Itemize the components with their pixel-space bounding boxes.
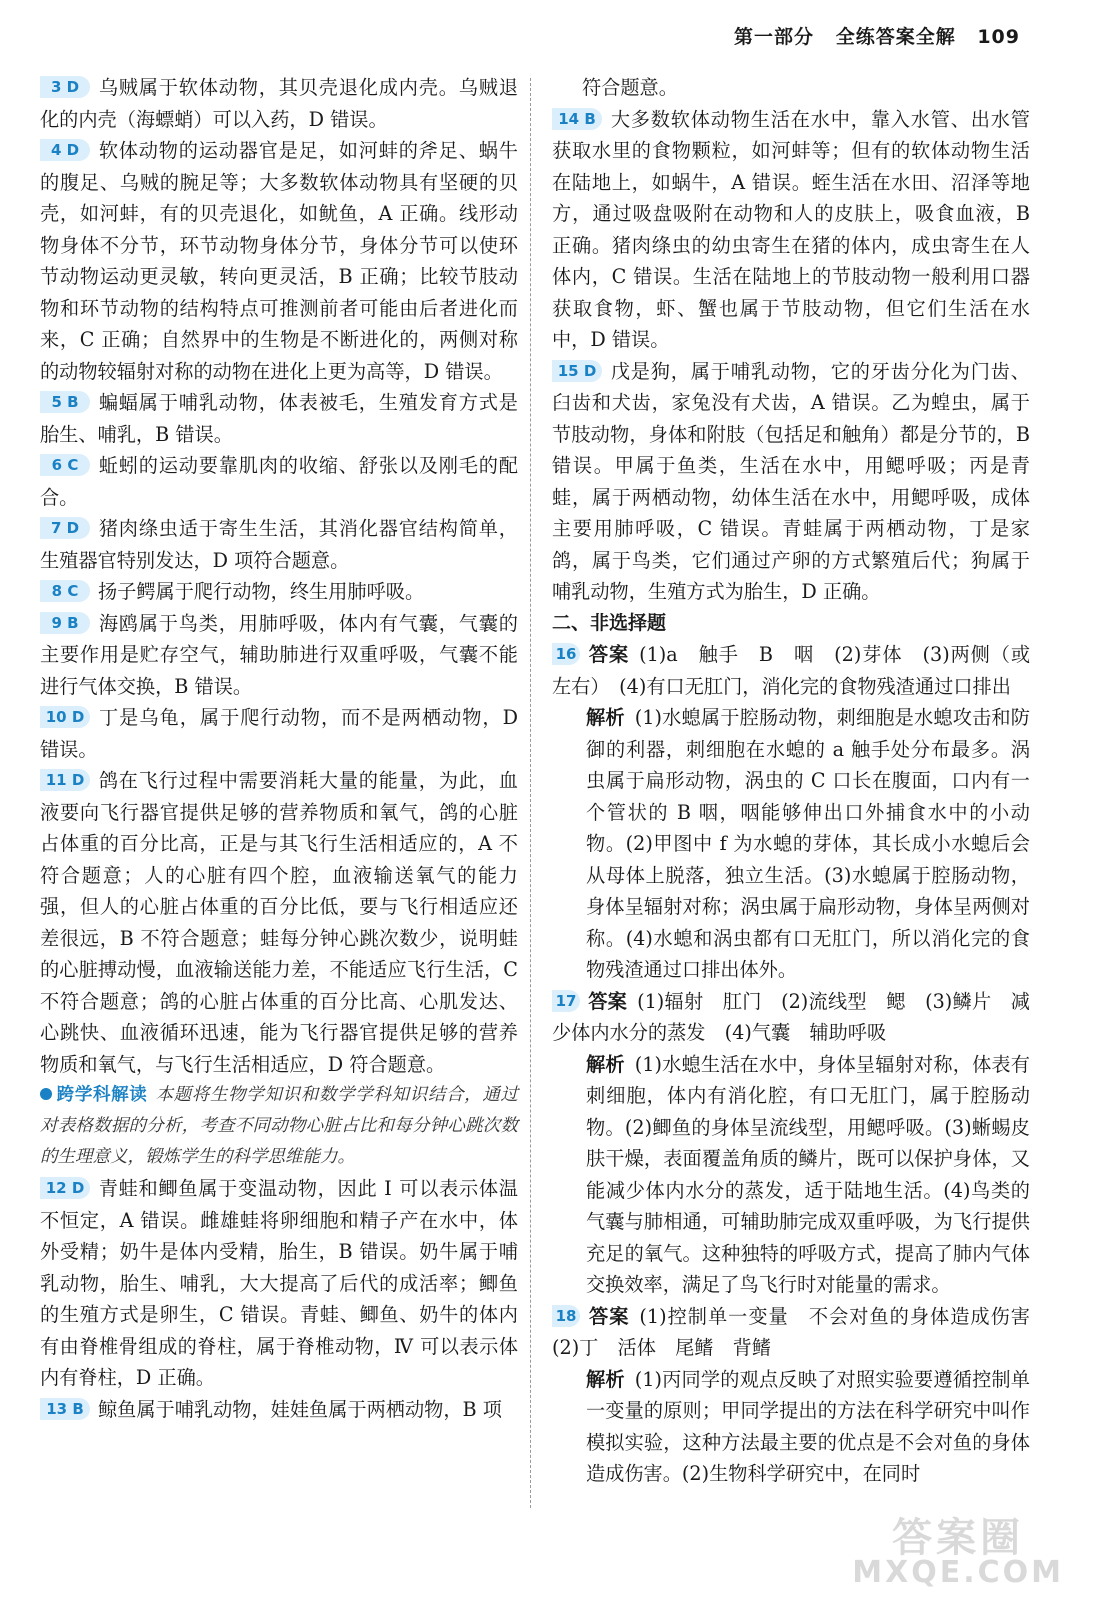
answer-tag: 10 D (40, 706, 90, 728)
continuation-text: 符合题意。 (582, 76, 678, 99)
question-answer (552, 639, 1030, 702)
question-number: 18 (552, 1305, 580, 1327)
answer-item (40, 135, 518, 387)
cross-subject-title: 跨学科解读 (40, 1085, 147, 1105)
answer-text: 蚯蚓的运动要靠肌肉的收缩、舒张以及刚毛的配合。 (40, 454, 518, 509)
answer-tag: 6 C (40, 454, 90, 476)
answer-text: 乌贼属于软体动物，其贝壳退化成内壳。乌贼退化的内壳（海螵蛸）可以入药，D 错误。 (40, 76, 518, 131)
analysis-label: 解析 (586, 1052, 625, 1076)
analysis (552, 1049, 1030, 1301)
answer-text: 大多数软体动物生活在水中，靠入水管、出水管获取水里的食物颗粒，如河蚌等；但有的软体动物生活在陆地上，如蜗牛，A 错误。蛭生活在水田、沼泽等地方，通过吸盘吸附在动物和人的皮肤上，吸食血液，B 正确。猪肉绦虫的幼虫寄生在猪的体内，成虫寄生在人体内，C 错误。生活在陆地上的节肢动物一般利用口器获取食物，虾、蟹也属于节肢动物，但它们生活在水中，D 错误。 (552, 107, 1030, 351)
answer-text: 海鸥属于鸟类，用肺呼吸，体内有气囊，气囊的主要作用是贮存空气，辅助肺进行双重呼吸，气囊不能进行气体交换，B 错误。 (40, 611, 518, 698)
answer-content: (1)控制单一变量 不会对鱼的身体造成伤害 (2)丁 活体 尾鳍 背鳍 (552, 1304, 1050, 1359)
answer-item (40, 765, 518, 1080)
answer-tag: 9 B (40, 612, 90, 634)
column-divider (530, 78, 531, 1508)
answer-tag: 7 D (40, 517, 90, 539)
answer-label: 答案 (588, 989, 628, 1013)
answer-text: 蝙蝠属于哺乳动物，体表被毛，生殖发育方式是胎生、哺乳，B 错误。 (40, 391, 518, 446)
answer-text: 扬子鳄属于爬行动物，终生用肺呼吸。 (98, 580, 425, 603)
answer-item (40, 608, 518, 703)
answer-item (40, 1394, 518, 1426)
question-answer (552, 1301, 1050, 1364)
analysis-content: (1)丙同学的观点反映了对照实验要遵循控制单一变量的原则；甲同学提出的方法在科学研究中叫作模拟实验，这种方法最主要的优点是不会对鱼的身体造成伤害。(2)生物科学研究中，在同时 (586, 1367, 1030, 1485)
answer-tag: 12 D (40, 1177, 90, 1199)
page-header (720, 22, 1020, 49)
answer-text: 青蛙和鲫鱼属于变温动物，因此 Ⅰ 可以表示体温不恒定，A 错误。雌雄蛙将卵细胞和精子产在水中，体外受精；奶牛是体内受精，胎生，B 错误。奶牛属于哺乳动物，胎生、哺乳，大大提高了后代的成活率；鲫鱼的生殖方式是卵生，C 错误。青蛙、鲫鱼、奶牛的体内有由脊椎骨组成的脊柱，属于脊椎动物，Ⅳ 可以表示体内有脊柱，D 正确。 (40, 1177, 518, 1389)
answer-content: (1)辐射 肛门 (2)流线型 鳃 (3)鳞片 减少体内水分的蒸发 (4)气囊 辅助呼吸 (552, 989, 1030, 1044)
analysis (552, 702, 1030, 986)
answer-text: 猪肉绦虫适于寄生生活，其消化器官结构简单，生殖器官特别发达，D 项符合题意。 (40, 517, 518, 572)
cross-subject-text: 本题将生物学知识和数学学科知识结合，通过对表格数据的分析，考查不同动物心脏占比和每分钟心跳次数的生理意义，锻炼学生的科学思维能力。 (40, 1085, 519, 1167)
question-answer (552, 986, 1030, 1049)
answer-tag: 4 D (40, 139, 90, 161)
answer-item (40, 576, 518, 608)
analysis-content: (1)水螅属于腔肠动物，刺细胞是水螅攻击和防御的利器，刺细胞在水螅的 a 触手处分布最多。涡虫属于扁形动物，涡虫的 C 口长在腹面，口内有一个管状的 B 咽，咽能够伸出口外捕食水中的小动物。(2)甲图中 f 为水螅的芽体，其长成小水螅后会从母体上脱落，独立生活。(3)水螅属于腔肠动物，身体呈辐射对称；涡虫属于扁形动物，身体呈两侧对称。(4)水螅和涡虫都有口无肛门，所以消化完的食物残渣通过口排出体外。 (586, 706, 1030, 981)
answer-tag: 14 B (552, 108, 602, 130)
answer-item (40, 450, 518, 513)
answer-item (40, 1173, 518, 1394)
section-title: 二、非选择题 (552, 611, 667, 634)
answer-text: 鸽在飞行过程中需要消耗大量的能量，为此，血液要向飞行器官提供足够的营养物质和氧气，鸽的心脏占体重的百分比高，正是与其飞行生活相适应的，A 不符合题意；人的心脏有四个腔，血液输送氧气的能力强，但人的心脏占体重的百分比低，要与飞行相适应还差很远，B 不符合题意；蛙每分钟心跳次数少，说明蛙的心脏搏动慢，血液输送能力差，不能适应飞行生活，C 不符合题意；鸽的心脏占体重的百分比高、心肌发达、心跳快、血液循环迅速，能为飞行器官提供足够的营养物质和氧气，与飞行生活相适应，D 符合题意。 (40, 769, 518, 1076)
answer-item (40, 72, 518, 135)
bullet-icon (40, 1088, 52, 1100)
analysis-label: 解析 (586, 1367, 625, 1391)
answer-tag: 8 C (40, 580, 90, 602)
answer-text: 鲸鱼属于哺乳动物，娃娃鱼属于两栖动物，B 项 (98, 1397, 502, 1421)
watermark-logo: 答案圈 MXQE.COM (852, 1515, 1064, 1590)
question-number: 17 (552, 990, 580, 1012)
answer-item (40, 387, 518, 450)
header-section: 第一部分 (734, 26, 815, 48)
page-number: 109 (977, 26, 1020, 48)
left-column (40, 72, 518, 1425)
answer-label: 答案 (588, 643, 630, 666)
answer-tag: 3 D (40, 76, 90, 98)
analysis-content: (1)水螅生活在水中，身体呈辐射对称，体表有刺细胞，体内有消化腔，有口无肛门，属于腔肠动物。(2)鲫鱼的身体呈流线型，用鳃呼吸。(3)蜥蜴皮肤干燥，表面覆盖角质的鳞片，既可以保护身体，又能减少体内水分的蒸发，适于陆地生活。(4)鸟类的气囊与肺相通，可辅助肺完成双重呼吸，为飞行提供充足的氧气。这种独特的呼吸方式，提高了肺内气体交换效率，满足了鸟飞行时对能量的需求。 (586, 1052, 1030, 1296)
answer-content: (1)a 触手 B 咽 (2)芽体 (3)两侧（或左右） (4)有口无肛门，消化完的食物残渣通过口排出 (552, 643, 1031, 698)
answer-item (40, 513, 518, 576)
answer-item (40, 702, 518, 765)
answer-item (552, 104, 1030, 356)
analysis-label: 解析 (586, 706, 625, 729)
answer-item (552, 356, 1030, 608)
answer-text: 丁是乌龟，属于爬行动物，而不是两栖动物，D 错误。 (40, 706, 518, 761)
question-number: 16 (552, 643, 580, 665)
answer-text: 软体动物的运动器官是足，如河蚌的斧足、蜗牛的腹足、乌贼的腕足等；大多数软体动物具有坚硬的贝壳，如河蚌，有的贝壳退化，如鱿鱼，A 正确。线形动物身体不分节，环节动物身体分节，身体分节可以使环节动物运动更灵敏，转向更灵活，B 正确；比较节肢动物和环节动物的结构特点可推测前者可能由后者进化而来，C 正确；自然界中的生物是不断进化的，两侧对称的动物较辐射对称的动物在进化上更为高等，D 错误。 (40, 139, 518, 383)
header-title: 全练答案全解 (835, 26, 956, 48)
answer-text: 戊是狗，属于哺乳动物，它的牙齿分化为门齿、臼齿和犬齿，家兔没有犬齿，A 错误。乙为蝗虫，属于节肢动物，身体和附肢（包括足和触角）都是分节的，B 错误。甲属于鱼类，生活在水中，用鳃呼吸；丙是青蛙，属于两栖动物，幼体生活在水中，用鳃呼吸，成体主要用肺呼吸，C 错误。青蛙属于两栖动物，丁是家鸽，属于鸟类，它们通过产卵的方式繁殖后代；狗属于哺乳动物，生殖方式为胎生，D 正确。 (552, 359, 1030, 603)
answer-label: 答案 (588, 1304, 630, 1328)
answer-tag: 13 B (40, 1398, 90, 1420)
right-column (552, 72, 1050, 1490)
analysis (552, 1364, 1030, 1490)
cross-subject-note (40, 1080, 518, 1173)
answer-tag: 11 D (40, 769, 90, 791)
answer-tag: 5 B (40, 391, 90, 413)
answer-tag: 15 D (552, 360, 602, 382)
